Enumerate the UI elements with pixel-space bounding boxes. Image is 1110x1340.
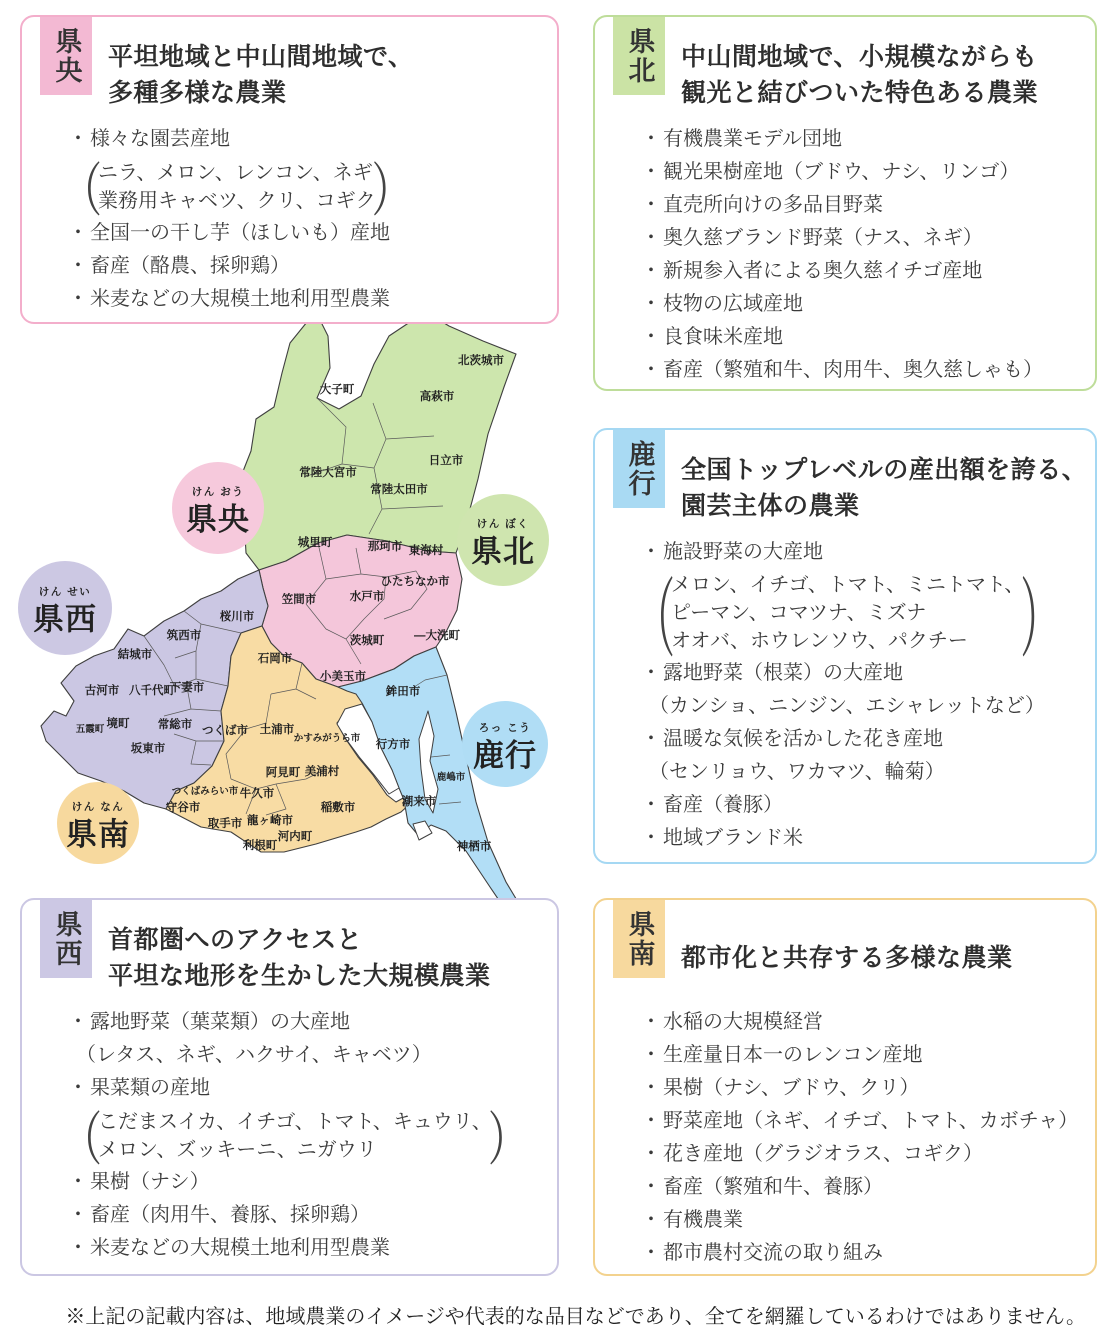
map-city-label: 北茨城市 [458,355,504,367]
bullet-dot: ・ [641,1242,661,1264]
map-city-label: 石岡市 [257,653,293,665]
list-item: ・ 有機農業 [641,1209,743,1231]
region-label-text: 県南 [66,817,130,852]
bullet-dot: ・ [68,1204,88,1226]
bullet-dot: ・ [641,794,661,816]
box-title-kenpoku [681,31,1085,119]
bullet-dot: ・ [641,1077,661,1099]
list-item: ・ 水稲の大規模経営 [641,1011,823,1033]
map-city-label: 土浦市 [259,724,295,736]
map-city-label: 桜川市 [219,611,255,623]
box-title-kenou [108,31,547,119]
map-city-label: 八千代町 [129,685,175,697]
title-line: 多種多様な農業 [108,79,287,107]
list-item: ・ 温暖な気候を活かした花き産地 [641,728,943,750]
map-city-label: かすみがうら市 [293,733,361,744]
region-label-kensei [18,561,112,655]
region-label-kenou [172,462,264,554]
map-city-label: 守谷市 [165,802,201,814]
bullet-dot: ・ [68,222,88,244]
map-city-label: 大子町 [319,384,355,396]
map-city-label: 笠間市 [281,594,317,606]
bullet-dot: ・ [641,326,661,348]
region-tag-rokko: 鹿行 [613,430,665,508]
map-city-label: 日立市 [428,455,464,467]
paren-line: オオバ、ホウレンソウ、パクチー [671,630,968,652]
map-city-label: 筑西市 [166,630,202,642]
box-title-kensei [108,914,547,1002]
bullet-dot: ・ [641,260,661,282]
title-line: 平坦地域と中山間地域で、 [108,43,414,71]
list-item: ・ 全国一の干し芋（ほしいも）産地 [68,222,390,244]
map-city-label: 鉾田市 [385,686,421,698]
map-city-label: 稲敷市 [320,802,356,814]
ibaraki-prefecture-map [15,310,575,915]
region-tag-kenou: 県央 [40,17,92,95]
list-item: ・ 果樹（ナシ） [68,1171,210,1193]
list-item: ・ 野菜産地（ネギ、イチゴ、トマト、カボチャ） [641,1110,1079,1132]
info-box-rokko [593,428,1097,864]
item-list-kennan [641,1006,1083,1270]
region-label-kennan [57,782,139,864]
region-label-furigana: けん なん [71,801,125,813]
map-city-label: 美浦村 [304,766,340,778]
map-city-label: 潮来市 [401,796,437,808]
list-item: ・ 畜産（酪農、採卵鶏） [68,255,290,277]
map-city-label: 結城市 [117,649,153,661]
title-line: 首都圏へのアクセスと [108,926,363,954]
paren-group [62,1107,545,1173]
region-label-furigana: ろっ こう [478,722,532,734]
region-tag-kennan: 県南 [613,900,665,978]
info-box-kennan [593,898,1097,1276]
map-city-label: ―大洗町 [414,630,460,642]
list-item: ・ 果菜類の産地 [68,1077,210,1099]
paren-line: メロン、イチゴ、トマト、ミニトマト、 [671,574,1025,596]
map-city-label: 常総市 [157,719,193,731]
map-city-label: ひたちなか市 [380,576,450,588]
paren-group [62,158,545,224]
list-item: ・ 新規参入者による奥久慈イチゴ産地 [641,260,983,282]
big-paren: ） [1020,571,1061,668]
list-item: （レタス、ネギ、ハクサイ、キャベツ） [76,1044,432,1066]
info-box-kensei [20,898,559,1276]
map-city-label: 取手市 [207,818,243,830]
bullet-dot: ・ [641,1044,661,1066]
list-item: ・ 奥久慈ブランド野菜（ナス、ネギ） [641,227,983,249]
list-item: ・ 良食味米産地 [641,326,783,348]
bullet-dot: ・ [641,359,661,381]
map-city-label: 城里町 [297,537,333,549]
region-label-text: 県央 [186,502,250,537]
bullet-dot: ・ [641,1143,661,1165]
region-label-furigana: けん ぼく [476,518,530,530]
list-item: ・ 米麦などの大規模土地利用型農業 [68,288,390,310]
bullet-dot: ・ [68,288,88,310]
map-city-label: 東海村 [408,545,444,557]
bullet-dot: ・ [641,227,661,249]
bullet-dot: ・ [641,1011,661,1033]
paren-line: メロン、ズッキーニ、ニガウリ [98,1138,377,1161]
list-item: ・ 畜産（肉用牛、養豚、採卵鶏） [68,1204,370,1226]
map-city-label: 神栖市 [456,841,492,853]
bullet-dot: ・ [641,827,661,849]
paren-line: ニラ、メロン、レンコン、ネギ [98,161,373,184]
map-city-label: 坂東市 [130,743,166,755]
item-list-kenpoku [641,123,1083,387]
big-paren: ） [487,1107,528,1173]
region-label-text: 鹿行 [473,738,537,773]
list-item: ・ 直売所向けの多品目野菜 [641,194,883,216]
big-paren: ） [371,158,412,224]
region-label-furigana: けん おう [191,486,245,498]
list-item: （センリョウ、ワカマツ、輪菊） [649,761,945,783]
title-line: 観光と結びついた特色ある農業 [681,79,1039,107]
list-item: ・ 観光果樹産地（ブドウ、ナシ、リンゴ） [641,161,1020,183]
list-item: ・ 生産量日本一のレンコン産地 [641,1044,923,1066]
map-city-label: 境町 [106,718,130,730]
item-list-rokko [635,536,1083,855]
list-item: ・ 枝物の広域産地 [641,293,803,315]
list-item: ・ 様々な園芸産地 [68,128,230,150]
map-city-label: 牛久市 [239,788,275,800]
region-tag-kenpoku: 県北 [613,17,665,95]
map-city-label: つくばみらい市 [171,786,239,797]
list-item: ・ 花き産地（グラジオラス、コギク） [641,1143,983,1165]
item-list-kenou [62,123,545,316]
bullet-dot: ・ [68,128,88,150]
list-item: ・ 地域ブランド米 [641,827,803,849]
bullet-dot: ・ [68,1171,88,1193]
region-label-text: 県北 [471,534,535,569]
map-city-label: 古河市 [84,685,120,697]
list-item: ・ 畜産（繁殖和牛、養豚） [641,1176,883,1198]
map-city-label: 河内町 [277,831,313,843]
bullet-dot: ・ [641,1176,661,1198]
map-city-label: 常陸大宮市 [299,467,357,479]
bullet-dot: ・ [641,161,661,183]
map-city-label: 下妻市 [169,682,205,694]
region-label-furigana: けん せい [38,586,92,598]
title-line: 全国トップレベルの産出額を誇る、 [681,456,1088,484]
list-item: ・ 露地野菜（葉菜類）の大産地 [68,1011,350,1033]
paren-line: 業務用キャベツ、クリ、コギク [98,189,376,212]
title-line: 平坦な地形を生かした大規模農業 [108,962,491,990]
big-paren: （ [635,571,675,668]
paren-group [635,571,1083,668]
map-city-label: 水戸市 [349,591,385,603]
item-list-kensei [62,1006,545,1265]
title-line: 園芸主体の農業 [681,492,860,520]
map-city-label: 茨城町 [349,635,385,647]
region-label-kenpoku [457,494,549,586]
bullet-dot: ・ [641,128,661,150]
map-city-label: 利根町 [242,840,278,852]
bullet-dot: ・ [641,662,661,684]
map-city-label: 阿見町 [265,767,301,779]
list-item: ・ 畜産（繁殖和牛、肉用牛、奥久慈しゃも） [641,359,1043,381]
title-line: 中山間地域で、小規模ながらも [681,43,1038,71]
footer-note: ※上記の記載内容は、地域農業のイメージや代表的な品目などであり、全てを網羅しているわけではありません。 [65,1306,1086,1328]
bullet-dot: ・ [641,541,661,563]
bullet-dot: ・ [68,1077,88,1099]
map-city-label: 五霞町 [75,724,105,735]
paren-line: ピーマン、コマツナ、ミズナ [671,602,927,624]
map-city-label: 行方市 [375,739,411,751]
info-box-kenou [20,15,559,324]
list-item: ・ 露地野菜（根菜）の大産地 [641,662,903,684]
box-title-kennan [681,914,1085,1002]
map-city-label: 那珂市 [367,541,403,553]
map-city-label: 小美玉市 [320,671,366,683]
big-paren: （ [62,1107,102,1173]
bullet-dot: ・ [641,293,661,315]
box-title-rokko [681,444,1088,532]
map-city-label: 鹿嶋市 [436,772,466,783]
map-city-label: 高萩市 [419,391,455,403]
bullet-dot: ・ [68,1011,88,1033]
map-city-label: つくば市 [202,725,248,737]
list-item: ・ 施設野菜の大産地 [641,541,823,563]
list-item: ・ 果樹（ナシ、ブドウ、クリ） [641,1077,920,1099]
bullet-dot: ・ [641,1209,661,1231]
region-label-text: 県西 [33,602,97,637]
bullet-dot: ・ [641,1110,661,1132]
bullet-dot: ・ [68,1237,88,1259]
region-tag-kensei: 県西 [40,900,92,978]
bullet-dot: ・ [68,255,88,277]
list-item: ・ 米麦などの大規模土地利用型農業 [68,1237,390,1259]
list-item: （カンショ、ニンジン、エシャレットなど） [649,695,1045,717]
list-item: ・ 都市農村交流の取り組み [641,1242,883,1264]
info-box-kenpoku [593,15,1097,391]
map-city-label: 常陸太田市 [370,484,428,496]
title-line: 都市化と共存する多様な農業 [681,944,1013,972]
bullet-dot: ・ [641,728,661,750]
bullet-dot: ・ [641,194,661,216]
region-label-rokko [462,701,548,787]
big-paren: （ [62,158,102,224]
paren-line: こだまスイカ、イチゴ、トマト、キュウリ、 [98,1110,492,1133]
list-item: ・ 有機農業モデル団地 [641,128,842,150]
list-item: ・ 畜産（養豚） [641,794,783,816]
map-city-label: 龍ヶ崎市 [247,815,293,827]
